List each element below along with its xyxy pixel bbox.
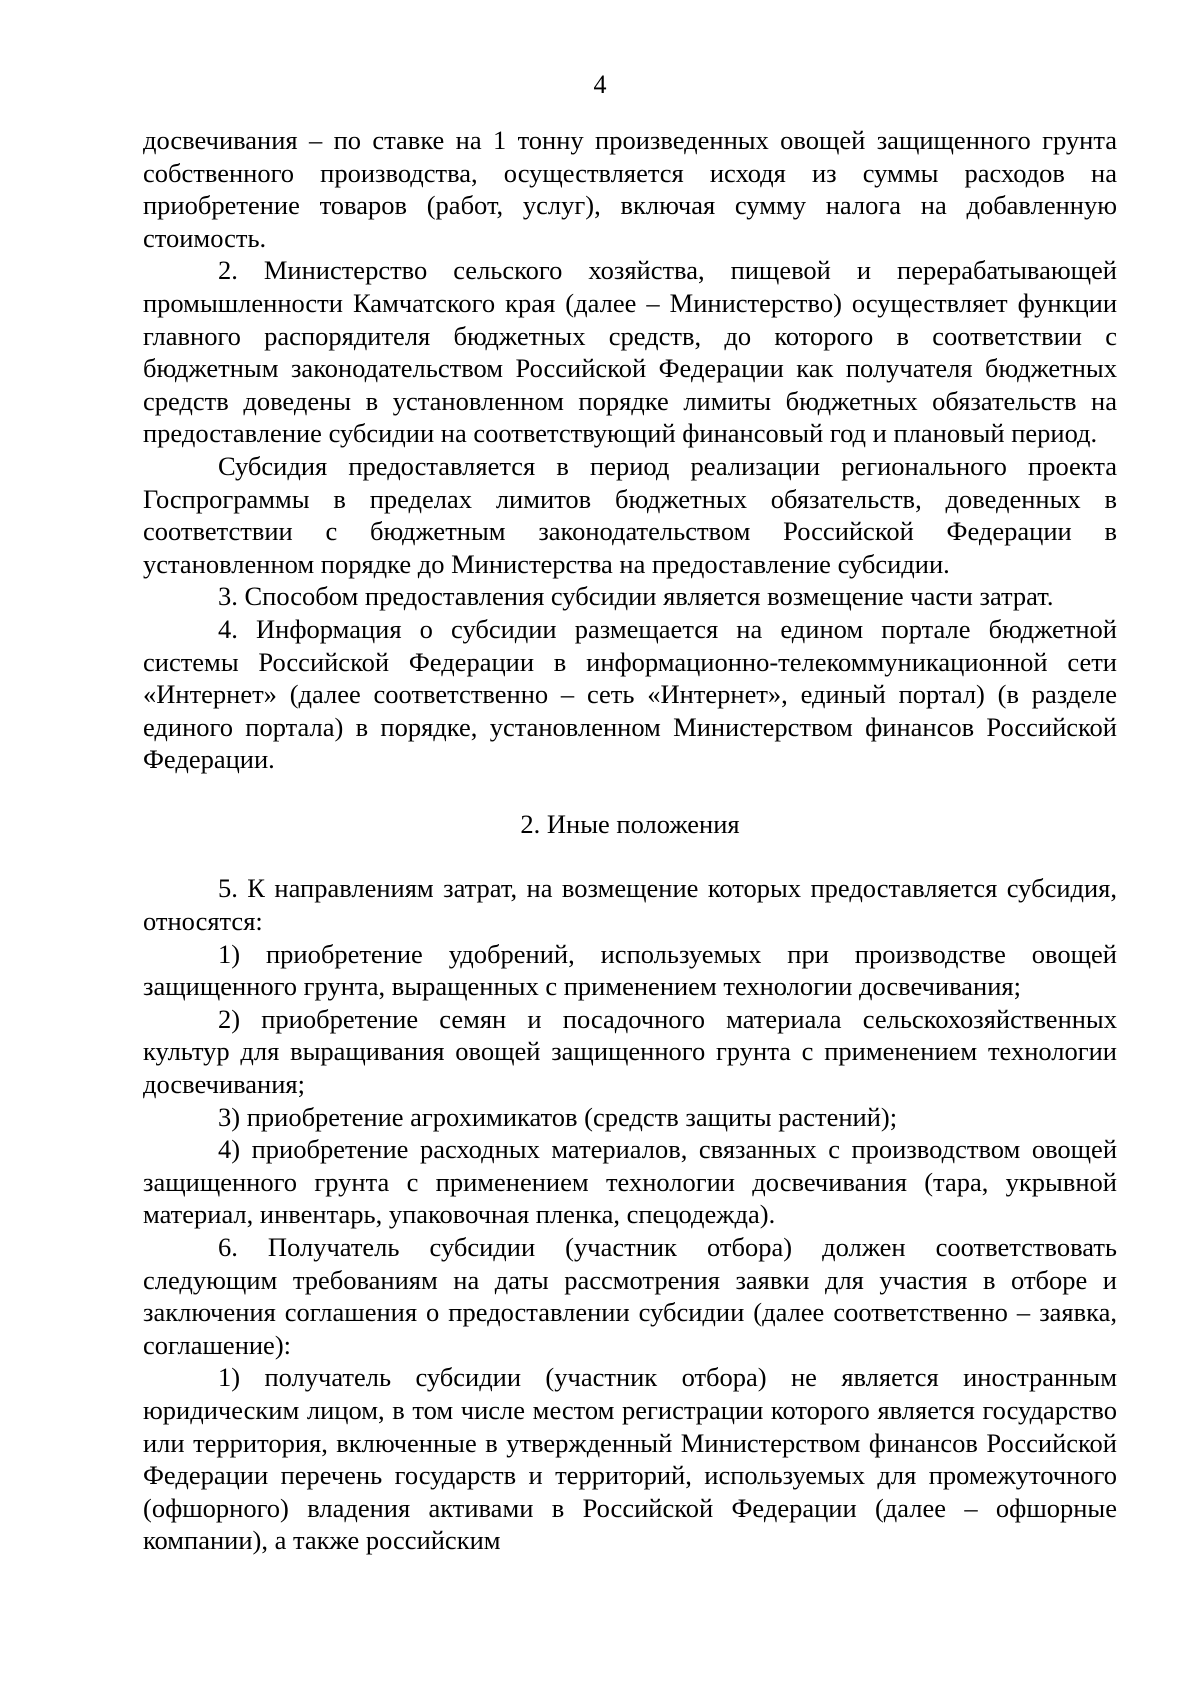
spacer — [143, 840, 1117, 872]
paragraph-subsidy-period: Субсидия предоставляется в период реализации регионального проекта Госпрограммы в пределах лимитов бюджетных обязательств, доведенных в соответствии с бюджетным законодательством Российской Федерации в установленном порядке до Министерства на предоставление субсидии. — [143, 450, 1117, 579]
list-item-6-1: 1) получатель субсидии (участник отбора) не является иностранным юридическим лицом, в том числе местом регистрации которого является государство или территория, включенные в утвержденный Министерством финансов Российской Федерации перечень государств и территорий, используемых для промежуточного (офшорного) владения активами в Российской Федерации (далее – офшорные компании), а также российским — [143, 1362, 1117, 1556]
paragraph-item-3: 3. Способом предоставления субсидии является возмещение части затрат. — [218, 581, 1054, 612]
list-item-5-2: 2) приобретение семян и посадочного материала сельскохозяйственных культур для выращивания овощей защищенного грунта с применением технологии досвечивания; — [143, 1003, 1117, 1100]
list-item-5-3: 3) приобретение агрохимикатов (средств защиты растений); — [218, 1101, 898, 1132]
paragraph-item-6: 6. Получатель субсидии (участник отбора) должен соответствовать следующим требованиям на даты рассмотрения заявки для участия в отборе и заключения соглашения о предоставлении субсидии (далее соответственно – заявка, соглашение): — [143, 1232, 1117, 1360]
paragraph-item-4: 4. Информация о субсидии размещается на едином портале бюджетной системы Российской Федерации в информационно-телекоммуникационной сети «Интернет» (далее соответственно – сеть «Интернет», единый портал) (в разделе единого портала) в порядке, установленном Министерством финансов Российской Федерации. — [143, 613, 1117, 775]
section-heading: 2. Иные положения — [520, 808, 740, 839]
page-number: 4 — [593, 70, 607, 99]
document-body — [143, 124, 1117, 1557]
spacer — [143, 776, 1117, 808]
paragraph-item-2: 2. Министерство сельского хозяйства, пищевой и перерабатывающей промышленности Камчатского края (далее – Министерство) осуществляет функции главного распорядителя бюджетных средств, до которого в соответствии с бюджетным законодательством Российской Федерации как получателя бюджетных средств доведены в установленном порядке лимиты бюджетных обязательств на предоставление субсидии на соответствующий финансовый год и плановый период. — [143, 255, 1117, 449]
paragraph-item-5: 5. К направлениям затрат, на возмещение которых предоставляется субсидия, относятся: — [143, 873, 1117, 937]
list-item-5-4: 4) приобретение расходных материалов, связанных с производством овощей защищенного грунта с применением технологии досвечивания (тара, укрывной материал, инвентарь, упаковочная пленка, спецодежда). — [143, 1134, 1117, 1230]
paragraph-continuation: досвечивания – по ставке на 1 тонну произведенных овощей защищенного грунта собственного производства, осуществляется исходя из суммы расходов на приобретение товаров (работ, услуг), включая сумму налога на добавленную стоимость. — [143, 125, 1117, 253]
list-item-5-1: 1) приобретение удобрений, используемых при производстве овощей защищенного грунта, выращенных с применением технологии досвечивания; — [143, 938, 1117, 1002]
